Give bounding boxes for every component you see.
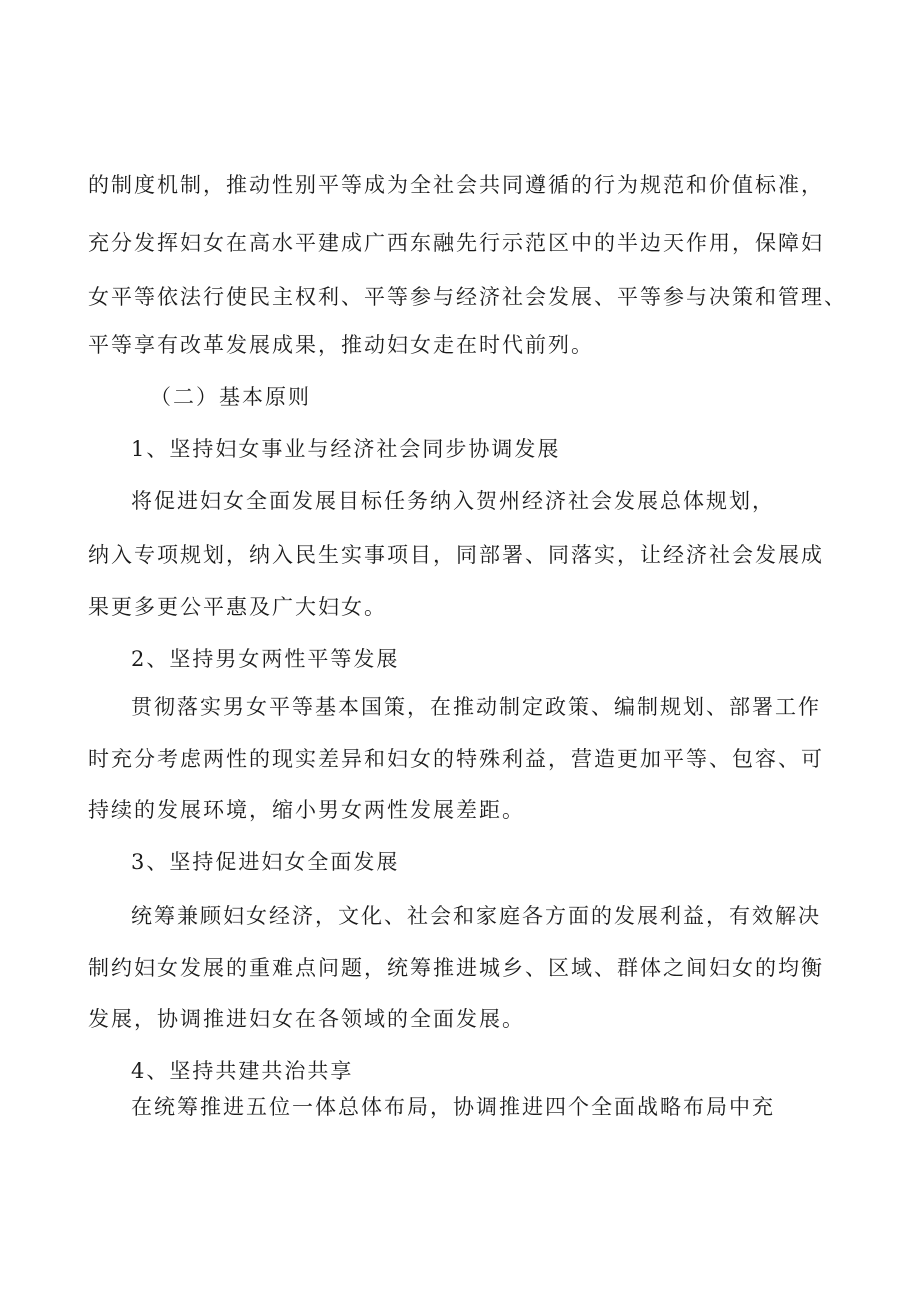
intro-line-1: 的制度机制，推动性别平等成为全社会共同遵循的行为规范和价值标准， [88, 173, 824, 197]
principle-4-heading: 4、坚持共建共治共享 [131, 1059, 354, 1083]
principle-3-line-1: 统筹兼顾妇女经济，文化、社会和家庭各方面的发展利益，有效解决 [131, 904, 821, 928]
principle-3-line-3: 发展，协调推进妇女在各领域的全面发展。 [88, 1007, 525, 1031]
section-title: （二）基本原则 [150, 385, 311, 409]
principle-1-line-1: 将促进妇女全面发展目标任务纳入贺州经济社会发展总体规划， [131, 489, 775, 513]
intro-line-2: 充分发挥妇女在高水平建成广西东融先行示范区中的半边天作用，保障妇 [88, 231, 824, 255]
principle-2-line-1: 贯彻落实男女平等基本国策，在推动制定政策、编制规划、部署工作 [131, 695, 821, 719]
principle-1-line-2: 纳入专项规划，纳入民生实事项目，同部署、同落实，让经济社会发展成 [88, 543, 824, 567]
principle-3-heading: 3、坚持促进妇女全面发展 [131, 850, 400, 874]
principle-3-line-2: 制约妇女发展的重难点问题，统筹推进城乡、区域、群体之间妇女的均衡 [88, 956, 824, 980]
intro-line-4: 平等享有改革发展成果，推动妇女走在时代前列。 [88, 333, 594, 357]
intro-line-3: 女平等依法行使民主权利、平等参与经济社会发展、平等参与决策和管理、 [88, 285, 847, 309]
principle-2-line-3: 持续的发展环境，缩小男女两性发展差距。 [88, 798, 525, 822]
principle-1-heading: 1、坚持妇女事业与经济社会同步协调发展 [131, 437, 561, 461]
principle-1-line-3: 果更多更公平惠及广大妇女。 [88, 595, 387, 619]
principle-4-line-1: 在统筹推进五位一体总体布局，协调推进四个全面战略布局中充 [131, 1095, 775, 1119]
principle-2-heading: 2、坚持男女两性平等发展 [131, 647, 400, 671]
principle-2-line-2: 时充分考虑两性的现实差异和妇女的特殊利益，营造更加平等、包容、可 [88, 747, 824, 771]
